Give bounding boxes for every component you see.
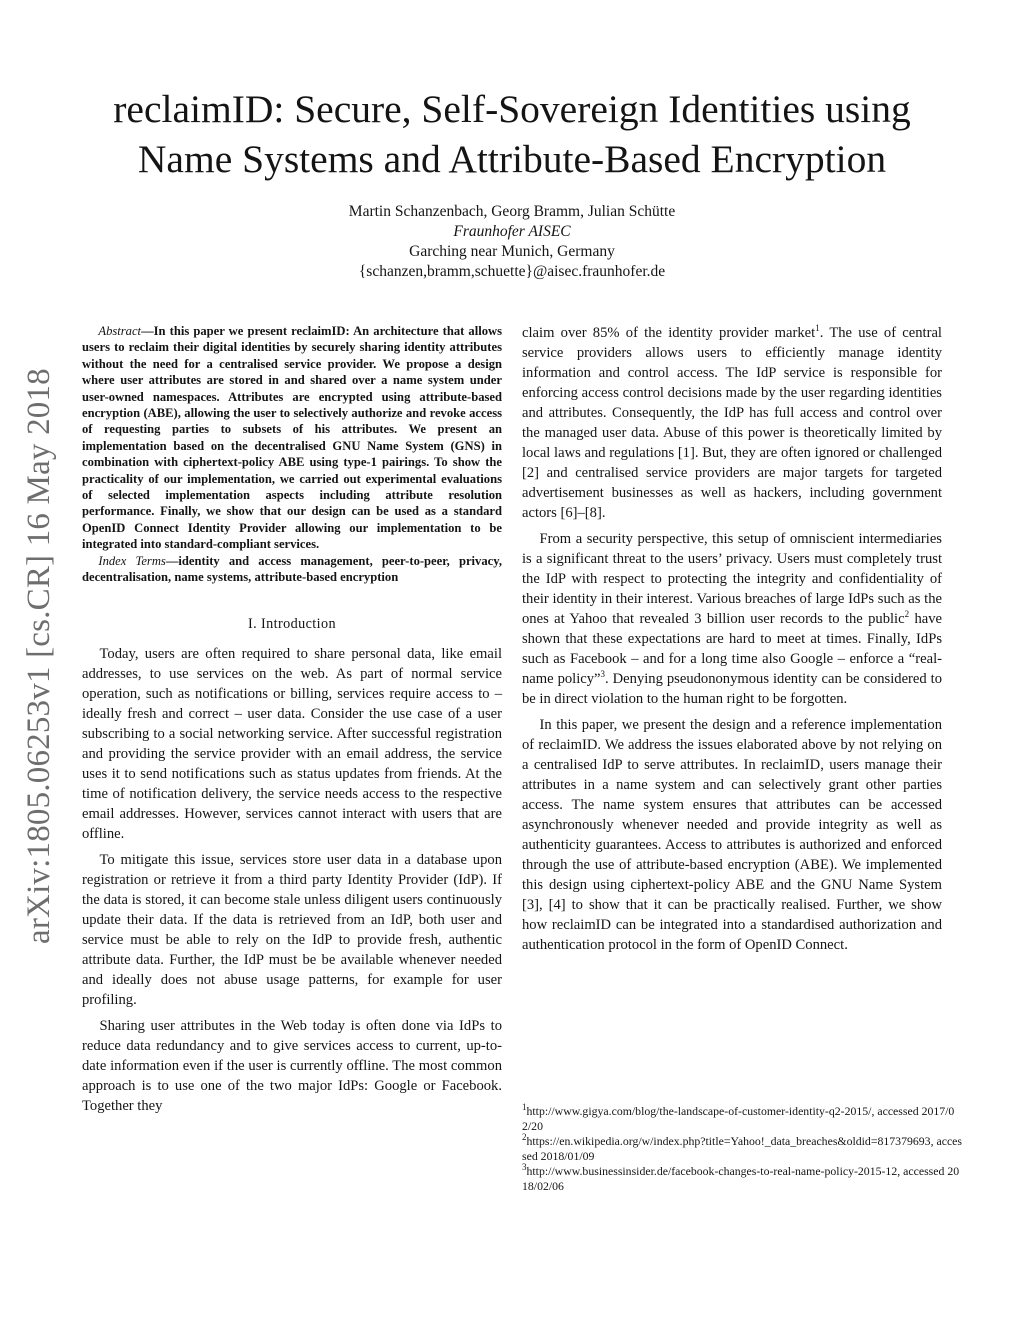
author-email: {schanzen,bramm,schuette}@aisec.fraunhofer.de: [358, 263, 666, 280]
p4-text-b: . The use of central service providers allows users to efficiently manage identity information and control access. The IdP service is responsible for enforcing access control decisions made by the user regarding identities and attributes. Consequently, the IdP has full access and control over the managed user data. Abuse of this power is theoretically limited by local laws and regulations [1]. But, they are often ignored or challenged [2] and centralised service providers are major targets for targeted advertisement businesses as well as hackers, including government actors [6]–[8].: [522, 325, 942, 521]
intro-paragraph-3-continued: [522, 323, 942, 523]
right-column: [522, 323, 942, 961]
footnote-1-text: http://www.gigya.com/blog/the-landscape-of-customer-identity-q2-2015/, accessed 2017/02/20: [522, 1104, 955, 1133]
intro-paragraph-4: [522, 529, 942, 709]
footnote-ref-2: 2: [904, 609, 910, 620]
footnote-ref-1: 1: [815, 323, 820, 334]
footnote-ref-3: 3: [600, 669, 606, 680]
footnote-mark-3: 3: [522, 1162, 527, 1173]
title-line-2: Name Systems and Attribute-Based Encryption: [137, 137, 887, 181]
footnote-3: [522, 1164, 962, 1193]
index-terms-text: —identity and access management, peer-to-peer, privacy, decentralisation, name systems, attribute-based encryption: [82, 553, 502, 585]
intro-paragraph-5: In this paper, we present the design and a reference implementation of reclaimID. We address the issues elaborated above by not relying on a centralised IdP to serve attributes. In reclaimID, users manage their attributes in a name system and can selectively grant other parties access. The name system ensures that attributes can be accessed asynchronously whenever needed and provide integrity as well as authenticity guarantees. Access to attributes is authorized and enforced through the use of attribute-based encryption (ABE). We implemented this design using ciphertext-policy ABE and the GNU Name System [3], [4] to show that it can be practically realised. Further, we show how reclaimID can be integrated into a standardised authorization and authentication protocol in the form of OpenID Connect.: [522, 717, 942, 953]
intro-paragraph-2: To mitigate this issue, services store user data in a database upon registration or retrieve it from a third party Identity Provider (IdP). If the data is stored, it can become stale unless diligent users continuously update their data. If the data is retrieved from an IdP, both user and service must be able to rely on the IdP to provide fresh, authentic attribute data. Further, the IdP must be be available whenever needed and ideally does not abuse usage patterns, for example for user profiling.: [82, 851, 502, 1008]
p4-text-a: claim over 85% of the identity provider market: [522, 325, 816, 341]
footnote-3-text: http://www.businessinsider.de/facebook-changes-to-real-name-policy-2015-12, accessed 2018/02/06: [522, 1164, 960, 1193]
p5-text-b: have shown that these expectations are hard to meet at times. Finally, IdPs such as Facebook – and for a long time also Google – enforce a “real-name policy”: [522, 611, 942, 687]
paper-title: [60, 84, 964, 184]
arxiv-stamp: arXiv:1805.06253v1 [cs.CR] 16 May 2018: [21, 368, 57, 944]
title-line-1: reclaimID: Secure, Self-Sovereign Identities using: [113, 87, 911, 131]
author-affiliation: Fraunhofer AISEC: [453, 223, 571, 240]
intro-paragraph-3: Sharing user attributes in the Web today is often done via IdPs to reduce data redundancy and to give services access to current, up-to-date information even if the user is currently offline. The most common approach is to use one of the two major IdPs: Google or Facebook. Together they: [82, 1017, 502, 1114]
author-location: Garching near Munich, Germany: [409, 243, 615, 260]
abstract: [82, 323, 502, 586]
footnote-2: [522, 1134, 962, 1163]
author-block: [100, 202, 924, 282]
abstract-paragraph: [82, 323, 502, 553]
p5-text-c: . Denying pseudononymous identity can be considered to be in direct violation to the human right to be forgotten.: [522, 671, 942, 707]
p5-text-a: From a security perspective, this setup of omniscient intermediaries is a significant threat to the users’ privacy. Users must completely trust the IdP with respect to protecting the integrity and confidentiality of their identity in their interest. Various breaches of large IdPs such as the ones at Yahoo that revealed 3 billion user records to the public: [522, 531, 942, 627]
footnote-mark-2: 2: [522, 1132, 527, 1143]
footnote-mark-1: 1: [522, 1102, 527, 1113]
intro-paragraph-1: Today, users are often required to share personal data, like email addresses, to use services on the web. As part of normal service operation, such as notifications or billing, services require access to – ideally fresh and correct – user data. Consider the use case of a user subscribing to a social networking service. After successful registration and providing the service provider with an email address, the service uses it to send notifications such as status updates from friends. At the time of notification delivery, the service needs access to the respective email addresses. However, services cannot interact with users that are offline.: [82, 645, 502, 842]
section-heading: I. Introduction: [248, 615, 336, 632]
abstract-text: —In this paper we present reclaimID: An architecture that allows users to reclaim their digital identities by securely sharing identity attributes without the need for a centralised service provider. We propose a design where user attributes are stored in and shared over a name system under user-owned namespaces. Attributes are encrypted using attribute-based encryption (ABE), allowing the user to selectively authorize and revoke access of requesting parties to subsets of his attributes. We present an implementation based on the decentralised GNU Name System (GNS) in combination with ciphertext-policy ABE using type-1 pairings. To show the practicality of our implementation, we carried out experimental evaluations of selected implementation aspects including attribute resolution performance. Finally, we show that our design can be used as a standard OpenID Connect Identity Provider allowing our implementation to be integrated into standard-compliant services.: [82, 324, 502, 552]
index-terms: [82, 553, 502, 586]
footnote-1: [522, 1104, 962, 1133]
left-column: [82, 323, 502, 1122]
author-names: Martin Schanzenbach, Georg Bramm, Julian Schütte: [348, 203, 676, 220]
footnotes: [522, 1104, 962, 1194]
index-terms-label: Index Terms: [98, 553, 166, 568]
abstract-label: Abstract: [98, 324, 142, 338]
footnote-2-text: https://en.wikipedia.org/w/index.php?title=Yahoo!_data_breaches&oldid=817379693, accessed 2018/01/09: [522, 1134, 963, 1163]
